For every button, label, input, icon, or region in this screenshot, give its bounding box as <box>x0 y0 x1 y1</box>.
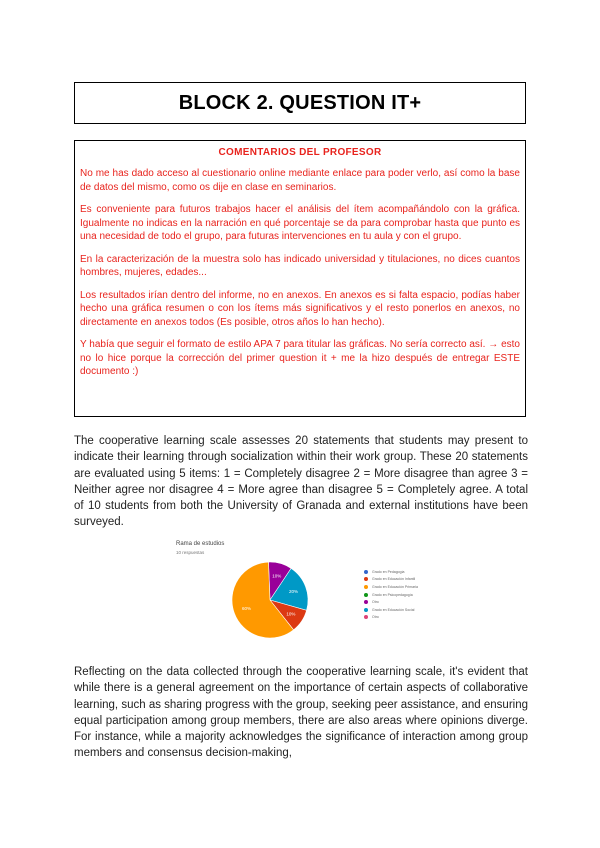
legend-label: Grado en Educación Primaria <box>372 584 418 589</box>
legend-color-dot <box>364 570 368 574</box>
pie-slice-label: 60% <box>241 606 251 612</box>
pie-chart <box>168 538 438 648</box>
chart-title: Rama de estudios <box>176 541 225 547</box>
legend-item <box>364 598 438 606</box>
legend-item <box>364 614 438 622</box>
legend-color-dot <box>364 608 368 612</box>
pie-slice-label: 20% <box>289 588 299 594</box>
body-paragraph-2: Reflecting on the data collected through the cooperative learning scale, it's evident that while there is a general agreement on the importance of certain aspects of collaborative learning, such as sharing progress with the group, seeking peer assistance, and ensuring equal participation among group members, there are also areas where opinions diverge. For instance, while a majority acknowledges the significance of interaction among group members and consensus decision-making, <box>74 666 528 760</box>
block-title-box <box>74 82 526 124</box>
comment-paragraph: Los resultados irían dentro del informe, no en anexos. En anexos es si falta espacio, podías haber hecho una gráfica resumen o con los ítems más significativos y el resto ponerlos en anexos, no directamente en anexos todos (Es posible, otros años lo han hecho). <box>80 289 520 328</box>
legend-label: Grado en Pedagogía <box>372 569 405 574</box>
legend-item <box>364 576 438 584</box>
pie-slice-label: 10% <box>286 611 296 617</box>
comment-paragraph: Y había que seguir el formato de estilo APA 7 para titular las gráficas. No sería correcto así. → esto no lo hice porque la corrección del primer question it + me la hizo después de entregar ESTE documento :) <box>80 339 520 377</box>
legend-label: Otro <box>372 615 379 620</box>
legend-item <box>364 606 438 614</box>
legend-item <box>364 568 438 576</box>
legend-color-dot <box>364 577 368 581</box>
comment-paragraph: En la caracterización de la muestra solo has indicado universidad y titulaciones, no dices cuantos hombres, mujeres, edades... <box>80 253 520 278</box>
legend-label: Grado en Psicopedagogía <box>372 592 413 597</box>
comment-paragraph: No me has dado acceso al cuestionario online mediante enlace para poder verlo, así como la base de datos del mismo, como os dije en clase en seminarios. <box>80 168 520 193</box>
legend-color-dot <box>364 600 368 604</box>
comments-heading: COMENTARIOS DEL PROFESOR <box>218 147 382 158</box>
legend-label: Grado en Educación Social <box>372 607 415 612</box>
body-paragraph-1: The cooperative learning scale assesses 20 statements that students may present to indicate their learning through socialization within their work group. These 20 statements are evaluated using 5 items: 1 = Completely disagree 2 = More disagree than agree 3 = Neither agree nor disagree 4 = More agree than disagree 5 = Completely agree. A total of 10 students from both the University of Granada and external institutions have been surveyed. <box>74 435 528 529</box>
legend-color-dot <box>364 593 368 597</box>
teacher-comments-box <box>74 140 526 417</box>
legend-item <box>364 591 438 599</box>
legend-label: Grado en Educación Infantil <box>372 577 416 582</box>
chart-subtitle: 10 respuestas <box>176 550 205 555</box>
comment-paragraph: Es conveniente para futuros trabajos hacer el análisis del ítem acompañándolo con la gráfica. Igualmente no indicas en la narración en qué porcentaje se da para comprobar hasta que punto es una necesidad de todo el grupo, para futuras intervenciones en tu aula y con el grupo. <box>80 204 520 242</box>
legend-item <box>364 583 438 591</box>
legend-color-dot <box>364 585 368 589</box>
chart-legend <box>364 568 438 621</box>
legend-color-dot <box>364 615 368 619</box>
legend-label: Otro <box>372 600 379 605</box>
block-title: BLOCK 2. QUESTION IT+ <box>178 91 422 114</box>
pie-slice-label: 10% <box>272 573 282 579</box>
